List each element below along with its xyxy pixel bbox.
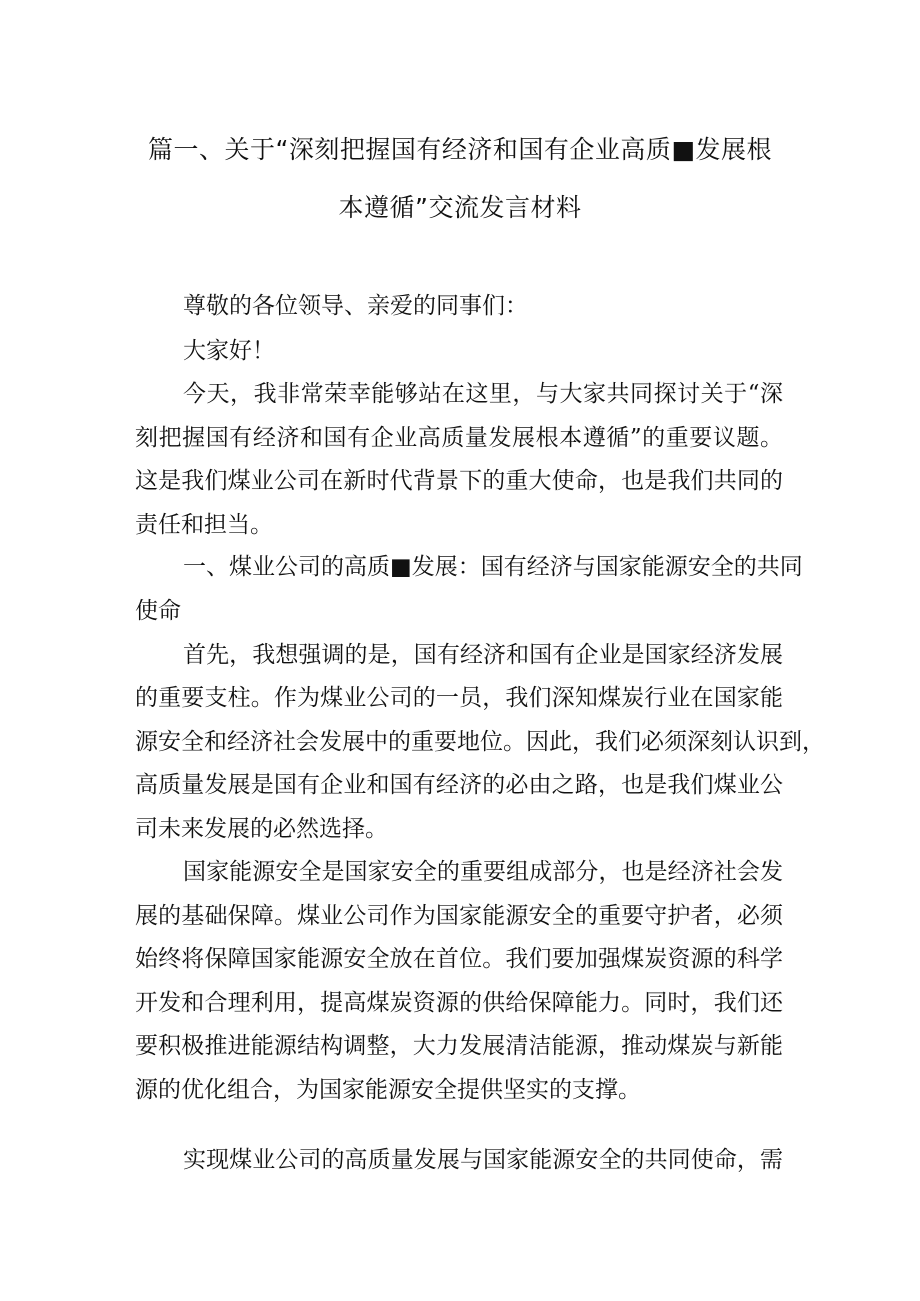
para2-line-1: 国家能源安全是国家安全的重要组成部分，也是经济社会发 (183, 859, 783, 885)
para2-line-2: 展的基础保障。煤业公司作为国家能源安全的重要守护者，必须 (135, 903, 783, 929)
salutation: 尊敬的各位领导、亲爱的同事们： (183, 293, 528, 319)
para1-line-1: 首先，我想强调的是，国有经济和国有企业是国家经济发展 (183, 642, 783, 668)
intro-line-1: 今天，我非常荣幸能够站在这里，与大家共同探讨关于“深 (183, 381, 783, 407)
intro-line-4: 责任和担当。 (135, 512, 273, 538)
greeting: 大家好！ (183, 338, 275, 364)
intro-line-2: 刻把握国有经济和国有企业高质量发展根本遵循”的重要议题。 (135, 425, 783, 451)
para1-line-4: 高质量发展是国有企业和国有经济的必由之路，也是我们煤业公 (135, 772, 783, 798)
para2-line-5: 要积极推进能源结构调整，大力发展清洁能源，推动煤炭与新能 (135, 1033, 783, 1059)
document-title-line-1: 篇一、关于“深刻把握国有经济和国有企业高质■发展根 (147, 135, 773, 164)
para2-line-6: 源的优化组合，为国家能源安全提供坚实的支撑。 (135, 1077, 641, 1103)
section-heading-line-2: 使命 (135, 598, 181, 624)
section-heading-line-1: 一、煤业公司的高质■发展：国有经济与国家能源安全的共同 (183, 554, 803, 580)
para1-line-5: 司未来发展的必然选择。 (135, 816, 388, 842)
para2-line-4: 开发和合理利用，提高煤炭资源的供给保障能力。同时，我们还 (135, 990, 783, 1016)
intro-line-3: 这是我们煤业公司在新时代背景下的重大使命，也是我们共同的 (135, 468, 783, 494)
para2-line-3: 始终将保障国家能源安全放在首位。我们要加强煤炭资源的科学 (135, 946, 783, 972)
para1-line-3: 源安全和经济社会发展中的重要地位。因此，我们必须深刻认识到， (135, 729, 825, 755)
para3-line-1: 实现煤业公司的高质量发展与国家能源安全的共同使命，需 (183, 1147, 783, 1173)
document-title-line-2: 本遵循”交流发言材料 (338, 193, 582, 222)
para1-line-2: 的重要支柱。作为煤业公司的一员，我们深知煤炭行业在国家能 (135, 685, 783, 711)
